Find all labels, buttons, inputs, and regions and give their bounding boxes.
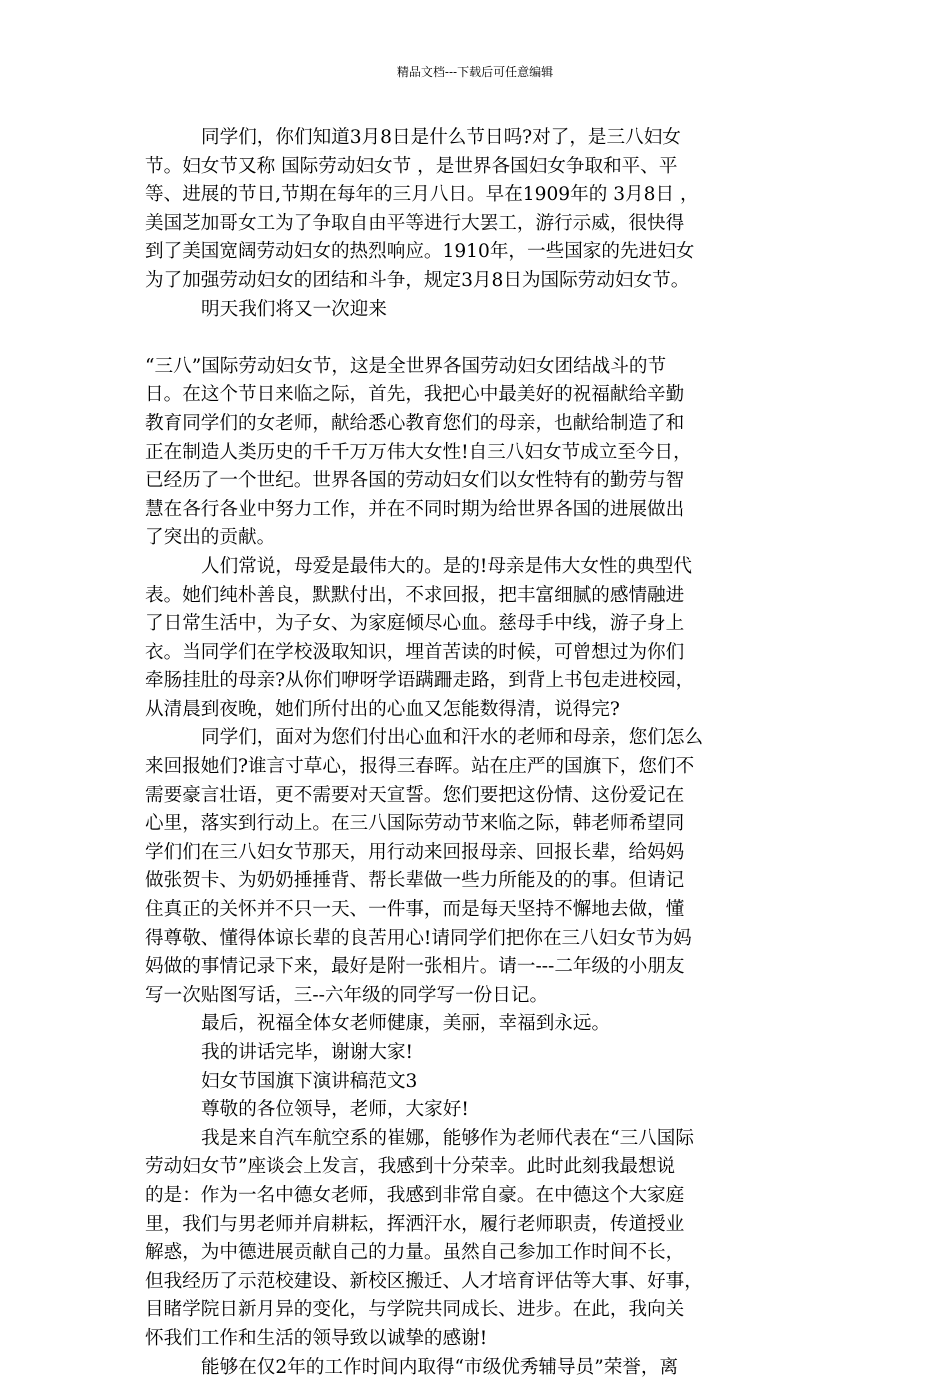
text-line: 得尊敬、懂得体谅长辈的良苦用心!请同学们把你在三八妇女节为妈 (145, 927, 692, 949)
text-line: 等、进展的节日,节期在每年的三月八日。早在1909年的 3月8日 ， (145, 184, 699, 206)
text-line: 慧在各行各业中努力工作，并在不同时期为给世界各国的进展做出 (145, 498, 685, 520)
paragraph (145, 1068, 815, 1097)
text-line: “三八”国际劳动妇女节，这是全世界各国劳动妇女团结战斗的节 (145, 355, 667, 377)
paragraph (145, 1125, 815, 1354)
paragraph (145, 353, 815, 553)
text-line: 了日常生活中，为子女、为家庭倾尽心血。慈母手中线，游子身上 (145, 613, 685, 635)
document-body (145, 124, 815, 1382)
text-line: 心里，落实到行动上。在三八国际劳动节来临之际，韩老师希望同 (145, 813, 685, 835)
text-line: 做张贺卡、为奶奶捶捶背、帮长辈做一些力所能及的的事。但请记 (145, 870, 685, 892)
text-line: 为了加强劳动妇女的团结和斗争，规定3月8日为国际劳动妇女节。 (145, 269, 690, 291)
text-line: 最后，祝福全体女老师健康，美丽，幸福到永远。 (201, 1013, 611, 1035)
text-line: 我的讲话完毕，谢谢大家! (201, 1042, 414, 1063)
text-line: 同学们，你们知道3月8日是什么节日吗?对了，是三八妇女 (201, 127, 681, 148)
text-line: 的是：作为一名中德女老师，我感到非常自豪。在中德这个大家庭 (145, 1184, 685, 1206)
text-line: 节。妇女节又称 国际劳动妇女节 ，是世界各国妇女争取和平、平 (145, 155, 678, 177)
text-line: 牵肠挂肚的母亲?从你们咿呀学语蹒跚走路，到背上书包走进校园， (145, 670, 695, 692)
text-line: 但我经历了示范校建设、新校区搬迁、人才培育评估等大事、好事， (145, 1270, 703, 1292)
text-line: 妇女节国旗下演讲稿范文3 (201, 1070, 418, 1092)
text-line: 怀我们工作和生活的领导致以诚挚的感谢! (145, 1327, 488, 1349)
text-line: 来回报她们?谁言寸草心，报得三春晖。站在庄严的国旗下，您们不 (145, 756, 695, 778)
paragraph (145, 1354, 815, 1382)
text-line: 住真正的关怀并不只一天、一件事，而是每天坚持不懈地去做，懂 (145, 899, 685, 921)
text-line: 正在制造人类历史的千千万万伟大女性!自三八妇女节成立至今日， (145, 441, 692, 463)
text-line: 妈做的事情记录下来，最好是附一张相片。请一---二年级的小朋友 (145, 956, 685, 978)
paragraph (145, 1010, 815, 1039)
text-line: 从清晨到夜晚，她们所付出的心血又怎能数得清，说得完? (145, 698, 620, 720)
page-header: 精品文档---下载后可任意编辑 (396, 65, 554, 79)
text-line: 能够在仅2年的工作时间内取得“市级优秀辅导员”荣誉，离 (201, 1356, 679, 1378)
text-line: 同学们，面对为您们付出心血和汗水的老师和母亲，您们怎么 (201, 727, 704, 749)
text-line: 人们常说，母爱是最伟大的。是的!母亲是伟大女性的典型代 (201, 555, 692, 577)
text-line: 明天我们将又一次迎来 (201, 298, 387, 320)
paragraph (145, 296, 815, 325)
text-line: 日。在这个节日来临之际，首先，我把心中最美好的祝福献给辛勤 (145, 384, 685, 406)
text-line: 写一次贴图写话，三--六年级的同学写一份日记。 (145, 984, 549, 1006)
paragraph (145, 1096, 815, 1125)
text-line: 衣。当同学们在学校汲取知识，埋首苦读的时候，可曾想过为你们 (145, 641, 685, 663)
text-line: 学们们在三八妇女节那天，用行动来回报母亲、回报长辈，给妈妈 (145, 841, 685, 863)
text-line: 解惑，为中德进展贡献自己的力量。虽然自己参加工作时间不长， (145, 1242, 685, 1264)
text-line: 到了美国宽阔劳动妇女的热烈响应。1910年，一些国家的先进妇女 (145, 241, 695, 263)
paragraph-spacer (145, 324, 815, 353)
text-line: 尊敬的各位领导，老师，大家好! (201, 1099, 469, 1121)
text-line: 了突出的贡献。 (145, 527, 276, 549)
text-line: 需要豪言壮语，更不需要对天宣誓。您们要把这份情、这份爱记在 (145, 784, 685, 806)
text-line: 目睹学院日新月异的变化，与学院共同成长、进步。在此，我向关 (145, 1299, 685, 1321)
text-line: 教育同学们的女老师，献给悉心教育您们的母亲，也献给制造了和 (145, 412, 685, 434)
paragraph (145, 124, 815, 296)
paragraph (145, 553, 815, 725)
paragraph (145, 1039, 815, 1068)
text-line: 里，我们与男老师并肩耕耘，挥洒汗水，履行老师职责，传道授业 (145, 1213, 685, 1235)
text-line: 已经历了一个世纪。世界各国的劳动妇女们以女性特有的勤劳与智 (145, 470, 685, 492)
paragraph (145, 724, 815, 1010)
text-line: 美国芝加哥女工为了争取自由平等进行大罢工，游行示威，很快得 (145, 212, 685, 234)
text-line: 表。她们纯朴善良，默默付出，不求回报，把丰富细腻的感情融进 (145, 584, 685, 606)
text-line: 我是来自汽车航空系的崔娜，能够作为老师代表在“三八国际 (201, 1127, 694, 1149)
text-line: 劳动妇女节”座谈会上发言，我感到十分荣幸。此时此刻我最想说 (145, 1156, 676, 1178)
